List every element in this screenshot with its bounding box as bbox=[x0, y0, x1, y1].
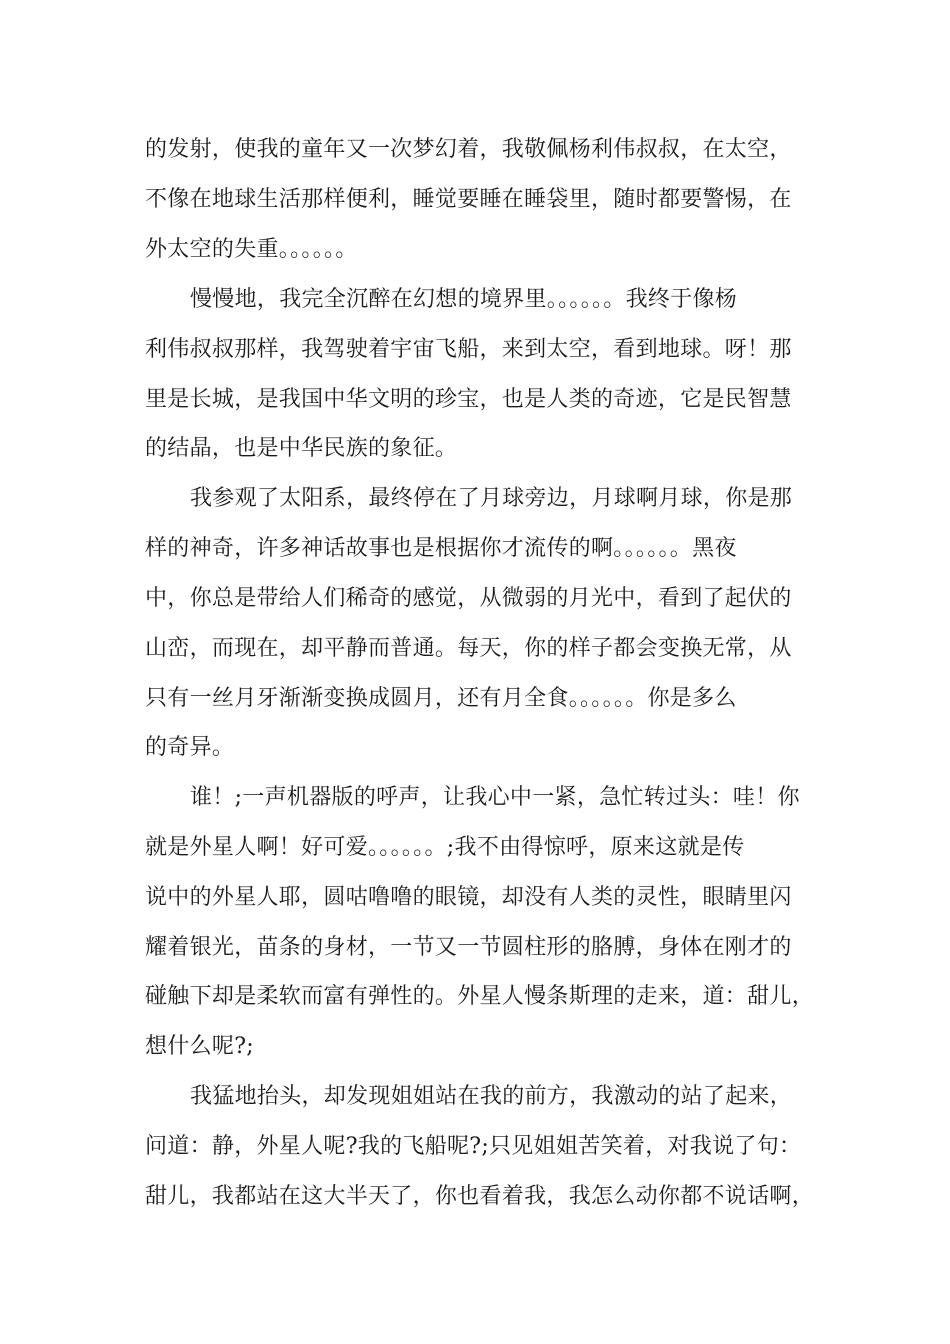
paragraph-4-line-4: 耀着银光，苗条的身材，一节又一节圆柱形的胳膊，身体在刚才的 bbox=[145, 935, 792, 960]
paragraph-5-line-1: 我猛地抬头，却发现姐姐站在我的前方，我激动的站了起来， bbox=[190, 1084, 793, 1109]
paragraph-3-line-4: 山峦，而现在，却平静而普通。每天，你的样子都会变换无常，从 bbox=[145, 636, 792, 661]
paragraph-2-line-3: 里是长城，是我国中华文明的珍宝，也是人类的奇迹，它是民智慧 bbox=[145, 387, 792, 412]
paragraph-2-line-2: 利伟叔叔那样，我驾驶着宇宙飞船，来到太空，看到地球。呀！那 bbox=[145, 337, 792, 362]
paragraph-3-line-2: 样的神奇，许多神话故事也是根据你才流传的啊。。。。。。黑夜 bbox=[145, 536, 737, 561]
paragraph-3-line-6: 的奇异。 bbox=[145, 735, 235, 760]
paragraph-5-line-2: 问道：静，外星人呢?我的飞船呢?;只见姐姐苦笑着，对我说了句： bbox=[145, 1134, 802, 1159]
paragraph-4-line-1: 谁！;一声机器版的呼声，让我心中一紧，急忙转过头：哇！你 bbox=[190, 785, 800, 810]
paragraph-3-line-1: 我参观了太阳系，最终停在了月球旁边，月球啊月球，你是那 bbox=[190, 486, 793, 511]
paragraph-4-line-2: 就是外星人啊！好可爱。。。。。。;我不由得惊呼，原来这就是传 bbox=[145, 835, 745, 860]
paragraph-2-line-1: 慢慢地，我完全沉醉在幻想的境界里。。。。。。我终于像杨 bbox=[190, 287, 738, 312]
paragraph-1-line-1: 的发射，使我的童年又一次梦幻着，我敬佩杨利伟叔叔，在太空， bbox=[145, 137, 792, 162]
paragraph-4-line-3: 说中的外星人耶，圆咕噜噜的眼镜，却没有人类的灵性，眼睛里闪 bbox=[145, 885, 792, 910]
paragraph-1-line-3: 外太空的失重。。。。。。 bbox=[145, 237, 358, 262]
paragraph-1-line-2: 不像在地球生活那样便利，睡觉要睡在睡袋里，随时都要警惕，在 bbox=[145, 187, 792, 212]
paragraph-4-line-6: 想什么呢?; bbox=[145, 1034, 255, 1059]
paragraph-2-line-4: 的结晶，也是中华民族的象征。 bbox=[145, 436, 458, 461]
paragraph-5-line-3: 甜儿，我都站在这大半天了，你也看着我，我怎么动你都不说话啊， bbox=[145, 1184, 815, 1209]
paragraph-3-line-3: 中，你总是带给人们稀奇的感觉，从微弱的月光中，看到了起伏的 bbox=[145, 586, 792, 611]
paragraph-4-line-5: 碰触下却是柔软而富有弹性的。外星人慢条斯理的走来，道：甜儿， bbox=[145, 984, 815, 1009]
paragraph-3-line-5: 只有一丝月牙渐渐变换成圆月，还有月全食。。。。。。你是多么 bbox=[145, 686, 737, 711]
